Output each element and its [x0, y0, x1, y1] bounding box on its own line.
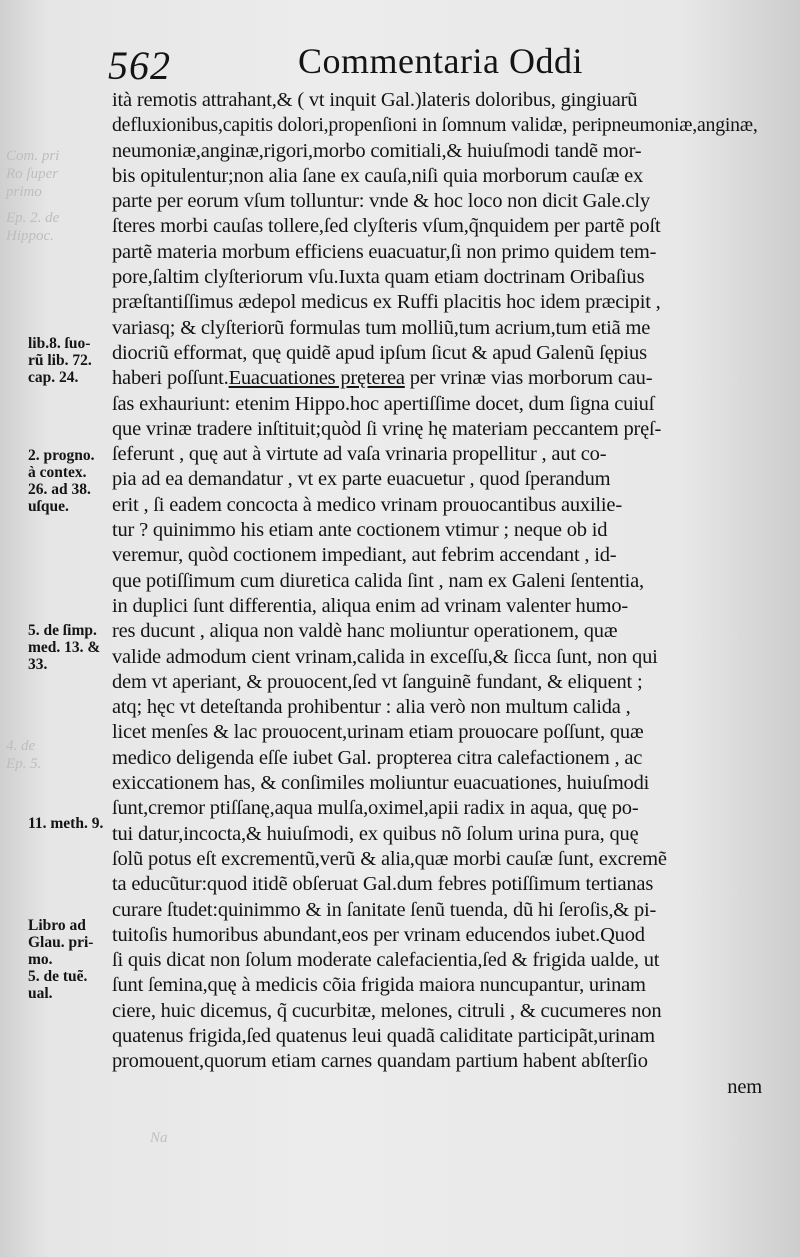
text-line: ſeferunt , quę aut à virtute ad vaſa vrinaria propellitur , aut co-	[112, 443, 607, 466]
margin-note: 5. de ſimp. med. 13. & 33.	[28, 622, 101, 673]
margin-note: 2. progno. à contex. 26. ad 38. uſque.	[28, 447, 95, 515]
margin-note: Libro ad Glau. pri- mo. 5. de tuẽ. ual.	[28, 917, 94, 1002]
bleed-through-text: Com. pri	[6, 148, 60, 164]
text-segment: haberi poſſunt.	[112, 367, 229, 390]
bleed-through-text: primo	[6, 184, 42, 200]
text-line: ciere, huic dicemus, q̃ cucurbitæ, melones, citruli , & cucumeres non	[112, 999, 662, 1022]
text-line: ta educũtur:quod itidẽ obſeruat Gal.dum febres potiſſimum tertianas	[112, 873, 654, 896]
text-line: quatenus frigida,ſed quatenus leui quadã caliditate participãt,urinam	[112, 1024, 655, 1047]
text-line: pore,ſaltim clyſteriorum vſu.Iuxta quam etiam doctrinam Oribaſius	[112, 266, 645, 289]
text-segment: per vrinæ vias morborum cau-	[404, 367, 653, 390]
text-line: pia ad ea demandatur , vt ex parte euacuetur , quod ſperandum	[112, 468, 611, 491]
bleed-through-text: Na	[150, 1130, 168, 1146]
text-line: res ducunt , aliqua non valdè hanc moliuntur operationem, quæ	[112, 620, 618, 643]
text-line: que potiſſimum cum diuretica calida ſint , nam ex Galeni ſententia,	[112, 569, 644, 592]
text-line: curare ſtudet:quinimmo & in ſanitate ſenũ tuenda, dũ hi ſeroſis,& pi-	[112, 898, 657, 921]
bleed-through-text: Ro ſuper	[6, 166, 59, 182]
catchword: nem	[727, 1075, 762, 1098]
text-line: variasq; & clyſteriorũ formulas tum molliũ,tum acrium,tum etiã me	[112, 316, 651, 339]
running-title: Commentaria Oddi	[298, 41, 583, 81]
underlined-phrase: Euacuationes pręterea	[228, 367, 405, 390]
text-line: ſolũ potus eſt excrementũ,verũ & alia,quæ morbi cauſæ ſunt, excremẽ	[112, 847, 667, 870]
text-line: ſunt ſemina,quę à medicis cõia frigida maiora nuncupantur, urinam	[112, 974, 646, 997]
page-number: 562	[108, 43, 171, 88]
text-line: ſi quis dicat non ſolum moderate calefacientia,ſed & frigida ualde, ut	[112, 949, 660, 972]
margin-note: 11. meth. 9.	[28, 815, 104, 832]
text-line: ità remotis attrahant,& ( vt inquit Gal.)lateris doloribus, gingiuarũ	[112, 89, 638, 111]
text-line: ſunt,cremor ptiſſanę,aqua mulſa,oximel,apii radix in aqua, quę po-	[112, 797, 639, 820]
text-line: erit , ſi eadem concocta à medico vrinam prouocantibus auxilie-	[112, 493, 622, 516]
text-line: que vrinæ tradere inſtituit;quòd ſi vrinę hę materiam peccantem pręſ-	[112, 417, 662, 440]
text-line: parte per eorum vſum tolluntur: vnde & hoc loco non dicit Gale.cly	[112, 190, 650, 213]
text-line: diocriũ efformat, quę quidẽ apud ipſum ſicut & apud Galenũ ſępius	[112, 341, 647, 364]
text-line: ſteres morbi cauſas tollere,ſed clyſteris vſum,q̃nquidem per partẽ poſt	[112, 215, 661, 238]
bleed-through-text: Ep. 2. de	[6, 210, 60, 226]
text-line: promouent,quorum etiam carnes quandam partium habent abſterſio	[112, 1050, 648, 1073]
text-line: licet menſes & lac prouocent,urinam etiam prouocare poſſunt, quæ	[112, 721, 644, 744]
text-line: tur ? quinimmo his etiam ante coctionem vtimur ; neque ob id	[112, 519, 608, 542]
bleed-through-text: Hippoc.	[6, 228, 54, 244]
text-line: bis opitulentur;non alia ſane ex cauſa,niſi quia morborum cauſæ ex	[112, 164, 644, 187]
text-line: exiccationem has, & conſimiles moliuntur euacuationes, huiuſmodi	[112, 772, 650, 795]
text-line: dem vt aperiant, & prouocent,ſed vt ſanguinẽ fundant, & eliquent ;	[112, 670, 643, 693]
bleed-through-text: Ep. 5.	[6, 756, 42, 772]
margin-note: lib.8. ſuo- rũ lib. 72. cap. 24.	[28, 335, 92, 386]
text-line: partẽ materia morbum efficiens euacuatur,ſi non primo quidem tem-	[112, 240, 657, 263]
text-line: defluxionibus,capitis dolori,propenſioni in ſomnum validæ, peripneumoniæ,anginæ,	[112, 114, 758, 137]
main-text-block	[112, 88, 762, 1100]
text-line: tuitoſis humoribus abundant,eos per vrinam educendos iubet.Quod	[112, 923, 645, 946]
text-line: atq; hęc vt deteſtanda prohibentur : alia verò non multum calida ,	[112, 696, 631, 719]
text-line: ſas exhauriunt: etenim Hippo.hoc apertiſſime docet, dum ſigna cuiuſ	[112, 392, 655, 415]
text-line: neumoniæ,anginæ,rigori,morbo comitiali,& huiuſmodi tandẽ mor-	[112, 139, 642, 162]
text-line	[112, 366, 762, 391]
bleed-through-text: 4. de	[6, 738, 36, 754]
text-line: veremur, quòd coctionem impediant, aut febrim accendant , id-	[112, 544, 617, 567]
text-line: in duplici ſunt differentia, aliqua enim ad vrinam valenter humo-	[112, 594, 629, 617]
text-line: medico deligenda eſſe iubet Gal. propterea citra calefactionem , ac	[112, 746, 643, 769]
text-line: valide admodum cient vrinam,calida in exceſſu,& ſicca ſunt, non qui	[112, 645, 658, 668]
text-line: tui datur,incocta,& huiuſmodi, ex quibus nõ ſolum urina pura, quę	[112, 822, 639, 845]
text-line: præſtantiſſimus ædepol medicus ex Ruffi placitis hoc idem præcipit ,	[112, 291, 661, 314]
